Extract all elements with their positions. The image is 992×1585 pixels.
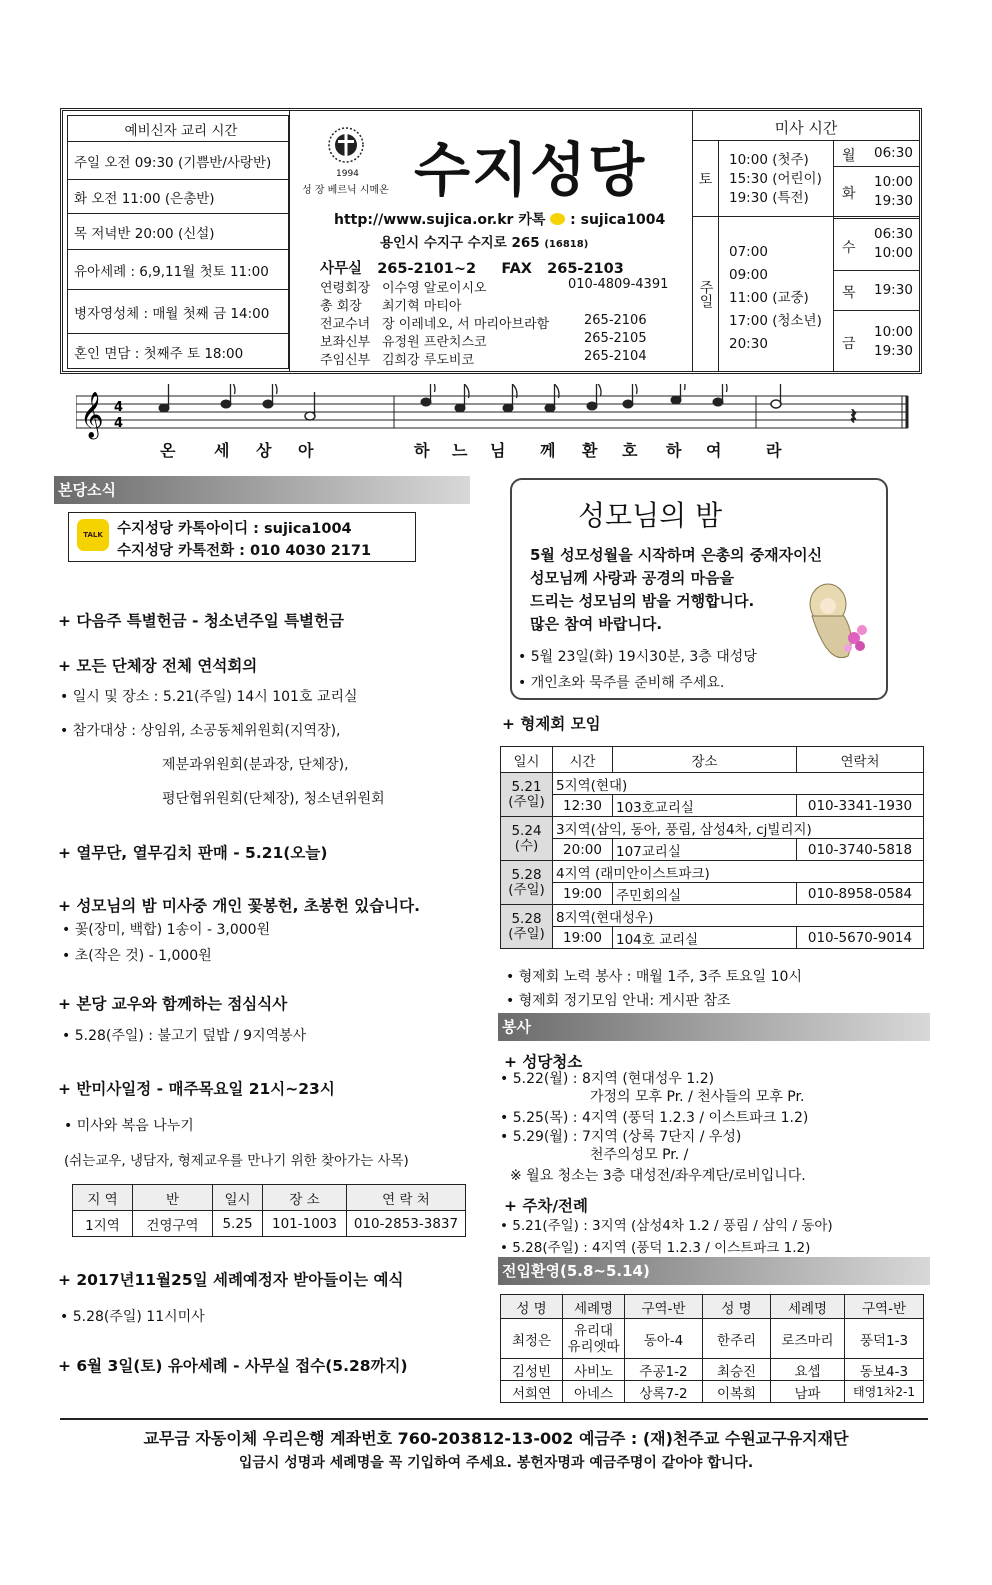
catechism-row: 혼인 면담 : 첫째주 토 18:00 <box>74 346 244 362</box>
group-day: (주일) <box>508 881 545 898</box>
music-note <box>221 400 231 408</box>
mary-text: 드리는 성모님의 밤을 거행합니다. <box>530 592 755 610</box>
table-cell: 이복희 <box>703 1381 771 1403</box>
table-cell: 남파 <box>771 1381 845 1403</box>
news-item: + 2017년11월25일 세례예정자 받아들이는 예식 <box>58 1271 404 1289</box>
group-place: 104호 교리실 <box>613 927 797 949</box>
mass-time: 19:30 <box>874 282 913 298</box>
news-detail: 평단협위원회(단체장), 청소년위원회 <box>162 791 385 807</box>
logo-year: 1994 <box>336 169 359 179</box>
treble-clef-icon: 𝄞 <box>80 392 104 438</box>
weekday-label: 금 <box>842 336 856 352</box>
mass-time: 19:30 <box>874 343 913 359</box>
music-note <box>545 404 555 412</box>
news-detail: • 미사와 복음 나누기 <box>64 1118 194 1134</box>
table-header: 구역-반 <box>845 1295 924 1319</box>
group-phone: 010-3341-1930 <box>797 795 924 817</box>
kakao-phone-line: 수지성당 카톡전화 : 010 4030 2171 <box>117 543 372 559</box>
date-cell <box>501 773 553 817</box>
office-phone: 265-2101~2 <box>377 261 477 277</box>
footer-note: 입금시 성명과 세례명을 꼭 기입하여 주세요. 봉헌자명과 예금주명이 같아야 합니다. <box>238 1455 754 1471</box>
table-header: 구역-반 <box>625 1295 703 1319</box>
news-item: + 다음주 특별헌금 - 청소년주일 특별헌금 <box>58 612 344 630</box>
brothers-note: • 형제회 노력 봉사 : 매월 1주, 3주 토요일 10시 <box>506 969 802 985</box>
table-header: 연 락 처 <box>347 1185 466 1211</box>
news-item: + 모든 단체장 전체 연석회의 <box>58 657 258 675</box>
parking-item: • 5.21(주일) : 3지역 (삼성4차 1.2 / 풍림 / 삼익 / 동아) <box>500 1218 833 1234</box>
news-item: + 반미사일정 - 매주목요일 21시~23시 <box>58 1080 335 1098</box>
date-cell <box>501 817 553 861</box>
church-url[interactable]: http://www.sujica.or.kr <box>334 212 514 228</box>
music-note <box>455 404 465 412</box>
mass-time: 09:00 <box>729 267 768 283</box>
lyric: 여 <box>706 441 722 460</box>
mary-bullet: • 5월 23일(화) 19시30분, 3층 대성당 <box>518 649 757 665</box>
table-cell: 김성빈 <box>501 1359 563 1381</box>
table-header: 반 <box>133 1185 213 1211</box>
staff-phone: 010-4809-4391 <box>568 277 669 292</box>
mass-times <box>693 111 919 371</box>
lyric: 께 <box>540 441 556 460</box>
note-flag <box>681 384 686 390</box>
table-header: 세례명 <box>771 1295 845 1319</box>
table-cell: 동아-4 <box>625 1319 703 1359</box>
group-date: 5.21 <box>511 778 542 795</box>
news-detail: • 일시 및 장소 : 5.21(주일) 14시 101호 교리실 <box>60 689 358 705</box>
mass-time: 10:00 <box>874 245 913 261</box>
lyric: 온 <box>160 441 176 460</box>
table-cell: 풍덕1-3 <box>845 1319 924 1359</box>
table-header: 연락처 <box>797 747 924 773</box>
group-time: 19:00 <box>553 883 613 905</box>
group-phone: 010-5670-9014 <box>797 927 924 949</box>
staff-role: 보좌신부 <box>320 335 371 350</box>
note-flag <box>633 384 638 394</box>
staff-role: 총 회장 <box>320 299 362 314</box>
group-time: 20:00 <box>553 839 613 861</box>
group-time: 12:30 <box>553 795 613 817</box>
table-cell: 서희연 <box>501 1381 563 1403</box>
note-flag <box>431 384 436 392</box>
table-cell: 상록7-2 <box>625 1381 703 1403</box>
mass-time: 11:00 (교중) <box>729 290 809 306</box>
news-detail: (쉬는교우, 냉담자, 형제교우를 만나기 위한 찾아가는 사목) <box>64 1153 409 1169</box>
kakao-box <box>68 512 416 562</box>
mass-time: 07:00 <box>729 244 768 260</box>
cleaning-item: • 5.29(월) : 7지역 (상록 7단지 / 우성) <box>500 1129 742 1145</box>
mass-title: 미사 시간 <box>693 115 919 141</box>
news-item: + 성모님의 밤 미사중 개인 꽃봉헌, 초봉헌 있습니다. <box>58 897 420 915</box>
parking-title: + 주차/전례 <box>504 1197 588 1215</box>
lyric: 라 <box>766 441 782 460</box>
music-note <box>623 400 633 408</box>
music-note <box>713 398 723 406</box>
mary-title: 성모님의 밤 <box>578 499 723 532</box>
table-cell: 사비노 <box>563 1359 625 1381</box>
table-header: 성 명 <box>501 1295 563 1319</box>
catechism-table <box>67 115 289 369</box>
lyric: 하 <box>666 441 682 460</box>
mary-text: 5월 성모성월을 시작하며 은총의 중재자이신 <box>530 546 823 564</box>
group-day: (수) <box>514 837 539 854</box>
group-region: 3지역(삼익, 동아, 풍림, 삼성4차, cj빌리지) <box>553 817 924 839</box>
lyric: 호 <box>622 441 638 460</box>
group-phone: 010-8958-0584 <box>797 883 924 905</box>
cleaning-item: • 5.22(월) : 8지역 (현대성우 1.2) <box>500 1071 715 1087</box>
note-flag <box>231 384 236 394</box>
mary-text: 성모님께 사랑과 공경의 마음을 <box>530 569 735 587</box>
staff-phone: 265-2106 <box>584 313 647 328</box>
mass-time: 17:00 (청소년) <box>729 313 822 329</box>
date-cell <box>501 861 553 905</box>
staff-role: 전교수녀 <box>320 317 371 332</box>
time-signature: 4 <box>114 416 124 431</box>
note-flag <box>723 384 728 392</box>
group-day: (주일) <box>508 925 545 942</box>
group-date: 5.24 <box>511 822 542 839</box>
ban-table <box>72 1184 466 1237</box>
weekday-label: 목 <box>842 285 856 301</box>
mass-time: 19:30 <box>874 193 913 209</box>
table-cell: 5.25 <box>213 1211 263 1237</box>
group-region: 5지역(현대) <box>553 773 924 795</box>
table-header: 장소 <box>613 747 797 773</box>
mass-time: 06:30 <box>874 226 913 242</box>
lyric: 세 <box>214 441 230 460</box>
table-cell: 1지역 <box>73 1211 133 1237</box>
time-signature: 4 <box>114 400 124 415</box>
brothers-title: + 형제회 모임 <box>502 715 601 733</box>
catechism-row: 주일 오전 09:30 (기쁨반/사랑반) <box>68 142 288 180</box>
mass-time: 06:30 <box>874 145 913 161</box>
catechism-row: 병자영성체 : 매월 첫째 금 14:00 <box>68 290 288 334</box>
mass-time: 20:30 <box>729 336 768 352</box>
group-day: (주일) <box>508 793 545 810</box>
kakao-label: 카톡 <box>518 212 546 228</box>
music-note <box>671 396 681 404</box>
table-header: 장 소 <box>263 1185 347 1211</box>
staff-name: 장 이레네오, 서 마리아브라함 <box>382 317 550 332</box>
news-detail: • 초(작은 것) - 1,000원 <box>62 948 212 964</box>
service-section-header: 봉사 <box>498 1013 930 1041</box>
news-detail: • 꽃(장미, 백합) 1송이 - 3,000원 <box>62 922 271 938</box>
music-note <box>263 400 273 408</box>
music-note <box>159 404 169 412</box>
lyric: 환 <box>582 441 598 460</box>
fax-label: FAX <box>501 261 532 277</box>
kakao-id: : sujica1004 <box>570 212 666 228</box>
news-section-header: 본당소식 <box>54 476 470 504</box>
news-detail: • 5.28(주일) : 불고기 덮밥 / 9지역봉사 <box>62 1028 307 1044</box>
news-item: + 열무단, 열무김치 판매 - 5.21(오늘) <box>58 844 328 862</box>
cleaning-title: + 성당청소 <box>504 1053 583 1071</box>
catechism-row: 유아세례 : 6,9,11월 첫토 11:00 <box>68 250 288 290</box>
news-detail: • 5.28(주일) 11시미사 <box>60 1309 205 1325</box>
brothers-note: • 형제회 정기모임 안내: 게시판 참조 <box>506 993 731 1009</box>
group-time: 19:00 <box>553 927 613 949</box>
staff-name: 유정원 프란치스코 <box>382 335 487 350</box>
date-cell <box>501 905 553 949</box>
church-info <box>289 111 693 371</box>
music-note <box>421 398 431 406</box>
table-cell: 010-2853-3837 <box>347 1211 466 1237</box>
footer-divider <box>60 1418 928 1420</box>
mass-time: 15:30 (어린이) <box>729 171 822 187</box>
table-cell: 101-1003 <box>263 1211 347 1237</box>
music-note <box>587 402 597 410</box>
mass-time: 10:00 <box>874 324 913 340</box>
staff-name: 김희강 루도비코 <box>382 353 475 368</box>
sunday-mass <box>693 217 833 371</box>
cleaning-item: 천주의성모 Pr. / <box>590 1147 689 1163</box>
table-cell: 로즈마리 <box>771 1319 845 1359</box>
music-staff <box>76 384 912 440</box>
lyric: 님 <box>490 441 506 460</box>
church-zip: (16818) <box>544 239 589 250</box>
church-name: 수지성당 <box>414 136 647 204</box>
music-note <box>771 400 781 408</box>
table-cell: 요셉 <box>771 1359 845 1381</box>
news-item: + 6월 3일(토) 유아세례 - 사무실 접수(5.28까지) <box>58 1357 408 1375</box>
mass-time: 10:00 <box>874 174 913 190</box>
table-cell: 최승진 <box>703 1359 771 1381</box>
group-place: 주민회의실 <box>613 883 797 905</box>
music-note <box>503 404 513 412</box>
header-box <box>60 108 922 374</box>
catechism-title: 예비신자 교리 시간 <box>68 116 288 142</box>
table-header: 성 명 <box>703 1295 771 1319</box>
note-flag <box>597 384 602 396</box>
group-region: 8지역(현대성우) <box>553 905 924 927</box>
mass-time: 19:30 (특전) <box>729 190 809 206</box>
staff-phone: 265-2104 <box>584 349 647 364</box>
table-header: 시간 <box>553 747 613 773</box>
weekday-label: 월 <box>842 148 856 164</box>
fax-number: 265-2103 <box>547 261 624 277</box>
kakao-icon <box>550 213 565 225</box>
welcome-section-header: 전입환영(5.8~5.14) <box>498 1257 930 1285</box>
table-cell: 건영구역 <box>133 1211 213 1237</box>
mary-text: 많은 참여 바랍니다. <box>530 615 663 633</box>
sun-label: 주일 <box>693 217 719 371</box>
staff-role: 연령회장 <box>320 281 371 296</box>
group-region: 4지역 (래미안이스트파크) <box>553 861 924 883</box>
news-detail: 제분과위원회(분과장, 단체장), <box>162 757 349 773</box>
cleaning-note: ※ 월요 청소는 3층 대성전/좌우계단/로비입니다. <box>510 1168 806 1184</box>
table-cell: 아네스 <box>563 1381 625 1403</box>
table-cell: 주공1-2 <box>625 1359 703 1381</box>
note-flag <box>273 384 278 394</box>
rest-icon: 𝄽 <box>850 405 857 430</box>
catechism-row: 목 저녁반 20:00 (신설) <box>68 214 288 250</box>
table-header: 일시 <box>213 1185 263 1211</box>
kakao-talk-icon: TALK <box>77 519 109 551</box>
cleaning-item: 가정의 모후 Pr. / 천사들의 모후 Pr. <box>590 1089 805 1105</box>
staff-phone: 265-2105 <box>584 331 647 346</box>
weekday-mass <box>833 141 919 371</box>
weekday-label: 화 <box>842 186 856 202</box>
mary-night-box <box>510 478 888 700</box>
staff-list <box>320 277 680 367</box>
church-address: 용인시 수지구 수지로 265 <box>380 235 540 251</box>
logo-text: 성 장 베르닉 시메온 <box>302 185 389 196</box>
table-header: 일시 <box>501 747 553 773</box>
cleaning-item: • 5.25(목) : 4지역 (풍덕 1.2.3 / 이스트파크 1.2) <box>500 1110 809 1126</box>
table-header: 지 역 <box>73 1185 133 1211</box>
lyric: 하 <box>414 441 430 460</box>
mary-illustration-icon <box>798 576 874 662</box>
kakao-id-line: 수지성당 카톡아이디 : sujica1004 <box>117 521 352 537</box>
table-cell: 태영1차2-1 <box>845 1381 924 1403</box>
group-place: 107교리실 <box>613 839 797 861</box>
weekday-label: 수 <box>842 240 856 256</box>
table-cell: 동보4-3 <box>845 1359 924 1381</box>
lyric: 아 <box>298 441 314 460</box>
parking-item: • 5.28(주일) : 4지역 (풍덕 1.2.3 / 이스트파크 1.2) <box>500 1240 811 1256</box>
news-detail: • 참가대상 : 상임위, 소공동체위원회(지역장), <box>60 723 341 739</box>
staff-role: 주임신부 <box>320 353 371 368</box>
footer-bank-info: 교무금 자동이체 우리은행 계좌번호 760-203812-13-002 예금주 : (재)천주교 수원교구유지재단 <box>143 1429 849 1448</box>
brothers-table <box>500 746 924 949</box>
table-cell: 최정은 <box>501 1319 563 1359</box>
group-place: 103호교리실 <box>613 795 797 817</box>
music-note <box>305 412 315 420</box>
mass-time: 10:00 (첫주) <box>729 152 809 168</box>
mary-bullet: • 개인초와 묵주를 준비해 주세요. <box>518 675 725 691</box>
group-date: 5.28 <box>511 910 542 927</box>
news-item: + 본당 교우와 함께하는 점심식사 <box>58 995 288 1013</box>
group-date: 5.28 <box>511 866 542 883</box>
lyric: 상 <box>256 441 272 460</box>
catechism-row: 화 오전 11:00 (은총반) <box>68 180 288 214</box>
church-logo-icon <box>326 125 366 171</box>
table-cell: 한주리 <box>703 1319 771 1359</box>
table-header: 세례명 <box>563 1295 625 1319</box>
sat-label: 토 <box>693 141 719 217</box>
staff-name: 최기혁 마티아 <box>382 299 462 314</box>
welcome-table <box>500 1294 924 1403</box>
table-cell: 유리대 유리엣따 <box>563 1319 625 1359</box>
group-phone: 010-3740-5818 <box>797 839 924 861</box>
office-label: 사무실 <box>320 261 363 277</box>
staff-name: 이수영 알로이시오 <box>382 281 487 296</box>
lyric: 느 <box>452 441 468 460</box>
